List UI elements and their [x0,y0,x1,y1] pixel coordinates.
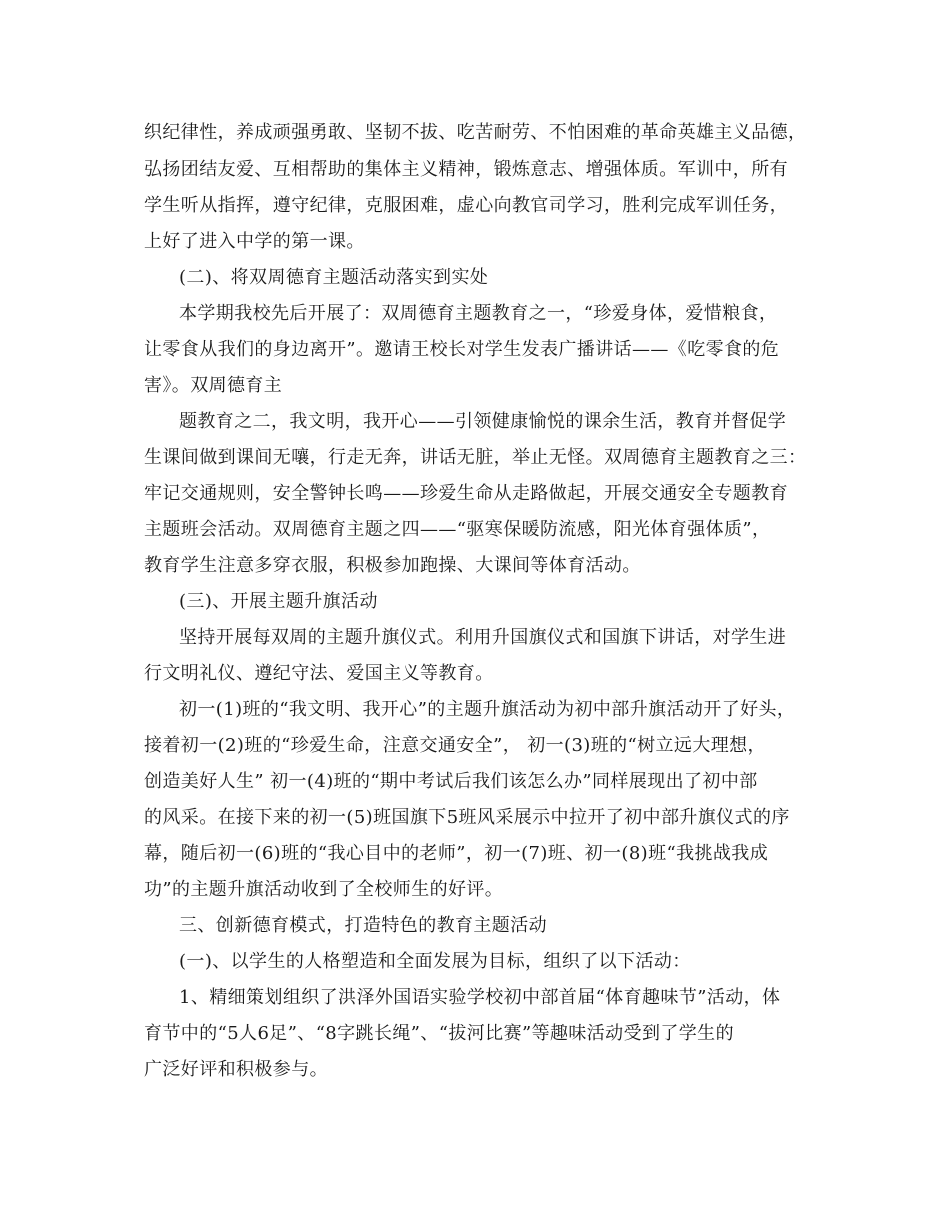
paragraph-line: 让零食从我们的身边离开”。邀请王校长对学生发表广播讲话——《吃零食的危 [144,339,780,360]
paragraph-line: 广泛好评和积极参与。 [144,1059,328,1080]
paragraph-line: 教育学生注意多穿衣服，积极参加跑操、大课间等体育活动。 [144,555,641,576]
paragraph-line: 接着初一(2)班的“珍爱生命，注意交通安全”， 初一(3)班的“树立远大理想， [144,735,766,756]
section-heading: (一)、以学生的人格塑造和全面发展为目标，组织了以下活动： [179,951,691,972]
paragraph-line: 1、精细策划组织了洪泽外国语实验学校初中部首届“体育趣味节”活动，体 [179,987,781,1008]
paragraph-line: 生课间做到课间无嚷，行走无奔，讲话无脏，举止无怪。双周德育主题教育之三： [144,447,807,468]
paragraph-line: 行文明礼仪、遵纪守法、爱国主义等教育。 [144,663,494,684]
paragraph-line: 主题班会活动。双周德育主题之四——“驱寒保暖防流感，阳光体育强体质”， [144,519,771,540]
paragraph-line: 初一(1)班的“我文明、我开心”的主题升旗活动为初中部升旗活动开了好头， [179,699,796,720]
paragraph-line: 上好了进入中学的第一课。 [144,231,365,252]
paragraph-line: 创造美好人生” 初一(4)班的“期中考试后我们该怎么办”同样展现出了初中部 [144,771,758,792]
paragraph-line: 学生听从指挥，遵守纪律，克服困难，虚心向教官司学习，胜利完成军训任务， [144,195,788,216]
paragraph-line: 坚持开展每双周的主题升旗仪式。利用升国旗仪式和国旗下讲话，对学生进 [179,627,787,648]
paragraph-line: 本学期我校先后开展了：双周德育主题教育之一，“珍爱身体，爱惜粮食， [179,303,778,324]
paragraph-line: 题教育之二，我文明，我开心——引领健康愉悦的课余生活，教育并督促学 [179,411,787,432]
paragraph-line: 的风采。在接下来的初一(5)班国旗下5班风采展示中拉开了初中部升旗仪式的序 [144,807,790,828]
section-heading: (三)、开展主题升旗活动 [179,591,378,612]
paragraph-line: 害》。双周德育主 [144,375,283,396]
paragraph-line: 育节中的“5人6足”、“8字跳长绳”、“拔河比赛”等趣味活动受到了学生的 [144,1023,734,1044]
paragraph-line: 功”的主题升旗活动收到了全校师生的好评。 [144,879,504,900]
paragraph-line: 牢记交通规则，安全警钟长鸣——珍爱生命从走路做起，开展交通安全专题教育 [144,483,788,504]
paragraph-line: 弘扬团结友爱、互相帮助的集体主义精神，锻炼意志、增强体质。军训中，所有 [144,159,788,180]
paragraph-line: 幕，随后初一(6)班的“我心目中的老师”，初一(7)班、初一(8)班“我挑战我成 [144,843,769,864]
section-heading: 三、创新德育模式，打造特色的教育主题活动 [179,915,547,936]
paragraph-line: 织纪律性，养成顽强勇敢、坚韧不拔、吃苦耐劳、不怕困难的革命英雄主义品德， [144,122,807,143]
section-heading: (二)、将双周德育主题活动落实到实处 [179,267,489,288]
